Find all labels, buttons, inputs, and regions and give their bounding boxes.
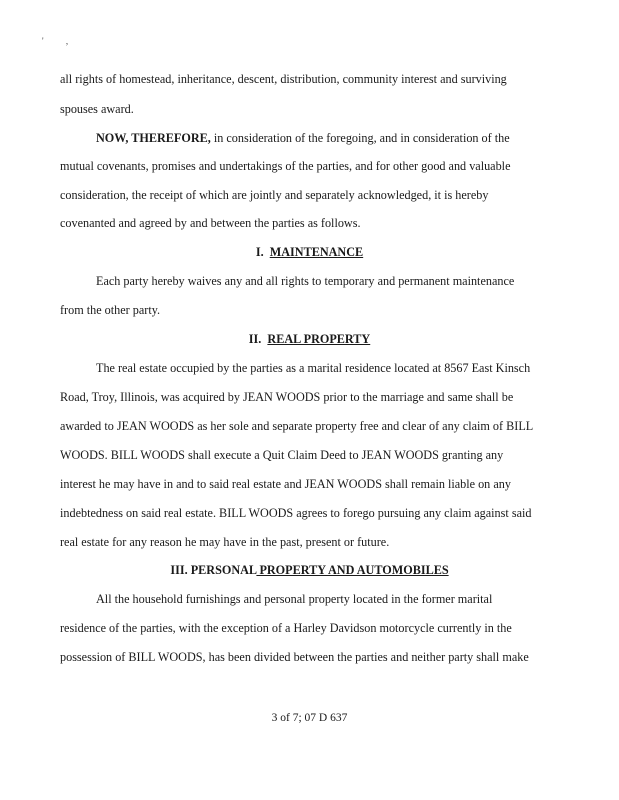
therefore-paragraph-first-line: [96, 131, 510, 146]
body-line: awarded to JEAN WOODS as her sole and separate property free and clear of any claim of BILL: [60, 419, 534, 433]
body-line: real estate for any reason he may have in the past, present or future.: [60, 535, 390, 549]
section-heading-maintenance: [0, 245, 619, 260]
body-line: mutual covenants, promises and undertakings of the parties, and for other good and valuable: [60, 159, 511, 173]
section-heading-real-property: [0, 332, 619, 347]
body-line: WOODS. BILL WOODS shall execute a Quit Claim Deed to JEAN WOODS granting any: [60, 448, 504, 462]
corner-mark: ' ,: [42, 36, 79, 46]
section-title: MAINTENANCE: [269, 245, 364, 259]
section-title-part: III. PERSONAL: [170, 563, 257, 577]
body-line: possession of BILL WOODS, has been divided between the parties and neither party shall make: [60, 650, 529, 664]
section-title: REAL PROPERTY: [267, 332, 371, 346]
therefore-rest: in consideration of the foregoing, and in consideration of the: [210, 131, 510, 145]
page-footer: 3 of 7; 07 D 637: [271, 712, 348, 724]
body-line: The real estate occupied by the parties as a marital residence located at 8567 East Kinsch: [96, 361, 531, 375]
body-line: interest he may have in and to said real estate and JEAN WOODS shall remain liable on any: [60, 477, 511, 491]
section-number: I.: [255, 245, 264, 259]
body-line: Each party hereby waives any and all rights to temporary and permanent maintenance: [96, 274, 515, 288]
body-line: covenanted and agreed by and between the parties as follows.: [60, 216, 361, 230]
body-line: residence of the parties, with the exception of a Harley Davidson motorcycle currently in the: [60, 621, 512, 635]
body-line: All the household furnishings and personal property located in the former marital: [96, 592, 493, 606]
section-number: II.: [248, 332, 262, 346]
section-heading-personal-property: [0, 563, 619, 578]
body-line: spouses award.: [60, 102, 134, 116]
body-line: indebtedness on said real estate. BILL WOODS agrees to forego pursuing any claim against said: [60, 506, 532, 520]
section-title-underlined: PROPERTY AND AUTOMOBILES: [256, 563, 449, 577]
therefore-lead: NOW, THEREFORE,: [96, 131, 211, 145]
body-line: all rights of homestead, inheritance, descent, distribution, community interest and surviving: [60, 72, 507, 86]
body-line: from the other party.: [60, 303, 161, 317]
body-line: Road, Troy, Illinois, was acquired by JEAN WOODS prior to the marriage and same shall be: [60, 390, 514, 404]
body-line: consideration, the receipt of which are jointly and separately acknowledged, it is hereby: [60, 188, 489, 202]
